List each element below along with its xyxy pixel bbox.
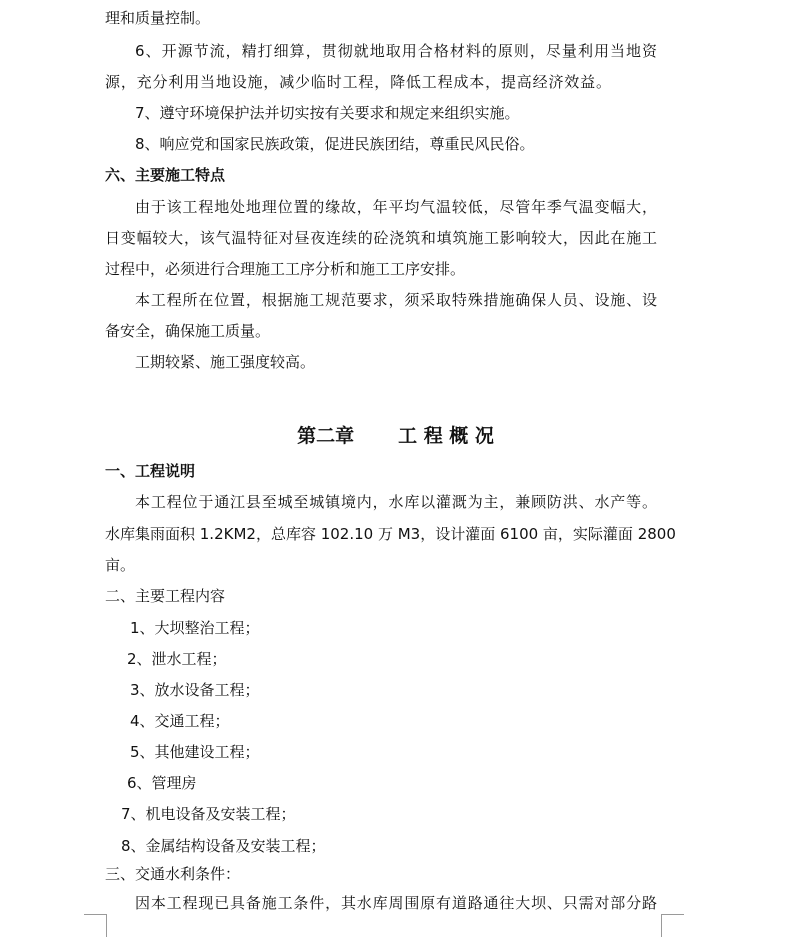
paragraph-line: 6、开源节流，精打细算，贯彻就地取用合格材料的原则，尽量利用当地资	[135, 42, 657, 60]
paragraph-line: 7、遵守环境保护法并切实按有关要求和规定来组织实施。	[135, 104, 520, 122]
list-item: 3、放水设备工程；	[130, 681, 260, 699]
paragraph-line: 本工程位于通江县至城至城镇境内，水库以灌溉为主，兼顾防洪、水产等。	[135, 493, 657, 511]
chapter-number: 第二章	[297, 425, 355, 447]
paragraph-line: 由于该工程地处地理位置的缘故，年平均气温较低，尽管年季气温变幅大，	[135, 198, 657, 216]
paragraph-line: 理和质量控制。	[105, 9, 211, 27]
paragraph-line: 因本工程现已具备施工条件，其水库周围原有道路通往大坝、只需对部分路	[135, 894, 657, 912]
paragraph-line: 过程中，必须进行合理施工工序分析和施工工序安排。	[105, 260, 466, 278]
paragraph-line: 工期较紧、施工强度较高。	[135, 353, 316, 371]
paragraph-line: 本工程所在位置，根据施工规范要求，须采取特殊措施确保人员、设施、设	[135, 291, 657, 309]
list-item: 5、其他建设工程；	[130, 743, 260, 761]
section-heading: 二、主要工程内容	[105, 587, 226, 605]
list-item: 4、交通工程；	[130, 712, 230, 730]
paragraph-line: 源，充分利用当地设施，减少临时工程，降低工程成本，提高经济效益。	[105, 73, 611, 91]
paragraph-line: 8、响应党和国家民族政策，促进民族团结，尊重民风民俗。	[135, 135, 535, 153]
section-heading: 六、主要施工特点	[105, 166, 226, 184]
chapter-title	[0, 424, 791, 448]
chapter-name: 工 程 概 况	[398, 425, 494, 447]
list-item: 6、管理房	[127, 774, 197, 792]
paragraph-line: 水库集雨面积 1.2KM2，总库容 102.10 万 M3，设计灌面 6100 亩，实际灌面 2800	[105, 525, 676, 543]
section-heading: 三、交通水利条件：	[105, 865, 241, 883]
paragraph-line: 备安全，确保施工质量。	[105, 322, 271, 340]
page-corner-mark-left	[84, 914, 107, 937]
list-item: 7、机电设备及安装工程；	[121, 805, 296, 823]
list-item: 8、金属结构设备及安装工程；	[121, 837, 326, 855]
paragraph-line: 亩。	[105, 556, 136, 574]
section-heading: 一、工程说明	[105, 462, 196, 480]
list-item: 1、大坝整治工程；	[130, 619, 260, 637]
paragraph-line: 日变幅较大，该气温特征对昼夜连续的砼浇筑和填筑施工影响较大，因此在施工	[105, 229, 657, 247]
list-item: 2、泄水工程；	[127, 650, 227, 668]
page-corner-mark-right	[661, 914, 684, 937]
